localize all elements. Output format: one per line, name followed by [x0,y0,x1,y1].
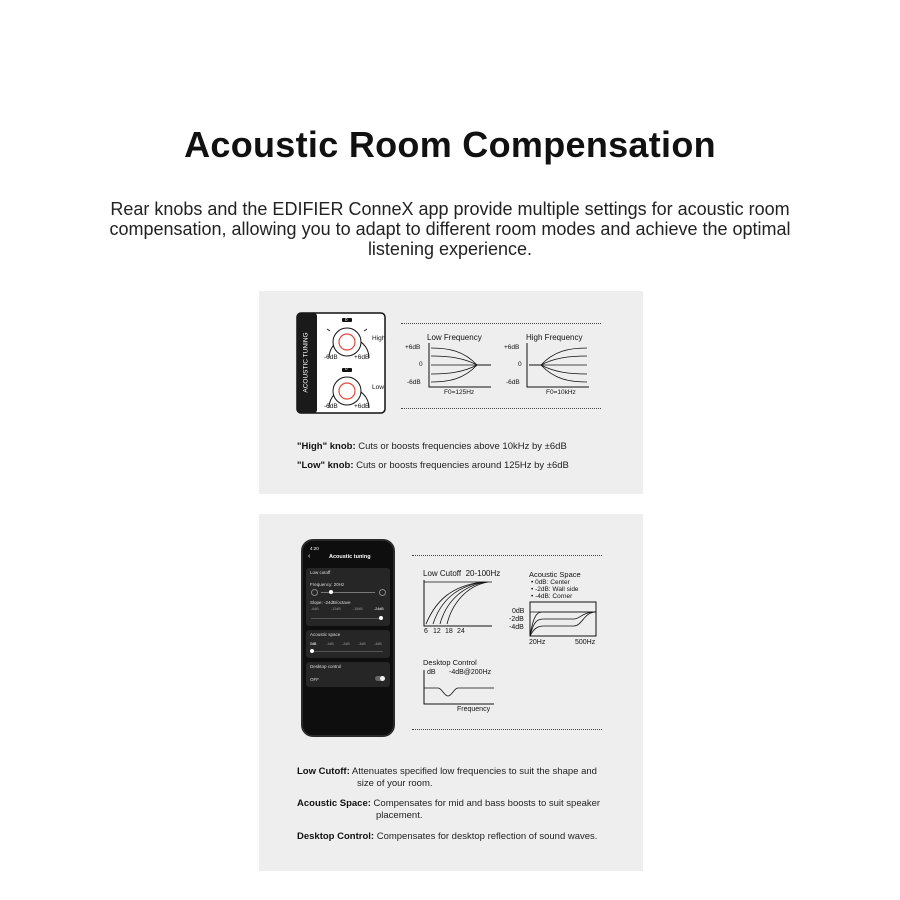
space-item-0: • 0dB: Center [531,579,570,586]
high-graph-mid: 0 [518,361,522,368]
desktop-graph-ylabel: dB [427,669,436,676]
low-graph-mid: 0 [419,361,423,368]
slope-tick-2: -18dB [353,607,363,611]
high-graph-bottom: -6dB [506,379,520,386]
desktop-graph-note: -4dB@200Hz [449,669,492,676]
device-vertical-label: ACOUSTIC TUNING [302,332,310,393]
low-cutoff-description-2: size of your room. [357,778,433,789]
high-knob-description: "High" knob: Cuts or boosts frequencies above 10kHz by ±6dB [297,441,567,452]
desktop-toggle[interactable] [375,676,385,681]
high-graph-top: +6dB [504,344,520,351]
page-title: Acoustic Room Compensation [184,124,716,165]
knob-panel [259,291,643,494]
phone-mockup [301,539,395,737]
desktop-graph-xlabel: Frequency [457,706,491,713]
space-level-2: -4dB [509,624,524,631]
space-x-end: 500Hz [575,639,596,646]
low-cutoff-description: Low Cutoff: Attenuates specified low frequencies to suit the shape and [297,766,597,777]
cutoff-tick-3: 24 [457,628,465,635]
desktop-control-graph [424,670,494,706]
rear-knobs-illustration [297,313,387,413]
low-knob-description: "Low" knob: Cuts or boosts frequencies around 125Hz by ±6dB [297,460,569,471]
cutoff-graph-title: Low Cutoff 20-100Hz [423,569,501,578]
desktop-control-description: Desktop Control: Compensates for desktop reflection of sound waves. [297,831,598,842]
slope-tick-1: -12dB [331,607,341,611]
low-cutoff-graph [424,580,492,628]
acoustic-space-description-2: placement. [376,810,423,821]
frequency-slider-thumb[interactable] [329,590,333,594]
desktop-off-label: OFF [310,677,319,682]
back-icon[interactable]: ‹ [308,553,311,560]
space-tick-4: -4dB [374,642,382,646]
space-item-2: • -4dB: Corner [531,593,573,600]
high-knob-max: +6dB [354,354,370,361]
cutoff-tick-0: 6 [424,628,428,635]
app-panel [259,514,643,871]
slope-label: Slope: -24dB/octave [310,600,351,605]
low-graph-top: +6dB [405,344,421,351]
low-graph-title: Low Frequency [427,333,482,342]
high-knob-min: -6dB [324,354,338,361]
desktop-control-label: Desktop control [310,664,342,669]
slope-slider[interactable] [311,618,383,619]
acoustic-space-description: Acoustic Space: Compensates for mid and bass boosts to suit speaker [297,798,601,809]
phone-time: 4:20 [310,546,319,551]
cutoff-tick-2: 18 [445,628,453,635]
space-item-1: • -2dB: Wall side [531,586,579,593]
low-frequency-graph [429,343,491,389]
phone-header: Acoustic tuning [329,554,371,560]
high-graph-title: High Frequency [526,333,583,342]
space-slider-thumb[interactable] [310,649,314,653]
high-knob-center: 0 [345,317,348,322]
space-tick-1: -1dB [326,642,334,646]
space-slider[interactable] [311,651,383,652]
acoustic-space-label: Acoustic space [310,632,341,637]
space-level-0: 0dB [512,608,525,615]
space-graph-title: Acoustic Space [529,570,581,579]
low-knob-center: 0 [345,366,348,371]
high-frequency-graph [527,343,589,389]
space-level-1: -2dB [509,616,524,623]
frequency-label: Frequency: 20Hz [310,582,345,587]
divider-bottom [401,408,601,409]
space-tick-3: -3dB [358,642,366,646]
plus-icon[interactable] [379,589,386,596]
space-x-start: 20Hz [529,639,546,646]
low-knob-min: -6dB [324,403,338,410]
divider-bottom-2 [412,729,602,730]
slope-tick-3: -24dB [374,607,384,611]
space-tick-0: 0dB [310,642,317,646]
low-knob-label: Low [372,384,384,391]
space-tick-2: -2dB [342,642,350,646]
desktop-toggle-knob [380,676,385,681]
low-graph-bottom: -6dB [407,379,421,386]
page-subtitle: Rear knobs and the EDIFIER ConneX app provide multiple settings for acoustic room compensation, allowing you to adapt to different room modes and achieve the optimal listening experience. [109,199,791,259]
low-cutoff-label: Low cutoff [310,570,331,575]
high-graph-f0: F0=10kHz [546,389,576,396]
minus-icon[interactable] [311,589,318,596]
cutoff-tick-1: 12 [433,628,441,635]
slope-tick-0: -6dB [311,607,319,611]
low-knob-max: +6dB [354,403,370,410]
low-graph-f0: F0=125Hz [444,389,475,396]
divider-top-2 [412,555,602,556]
high-knob-label: High [372,335,386,342]
slope-slider-thumb[interactable] [379,616,383,620]
divider-top [401,323,601,324]
acoustic-space-graph [530,602,598,638]
desktop-graph-title: Desktop Control [423,658,477,667]
